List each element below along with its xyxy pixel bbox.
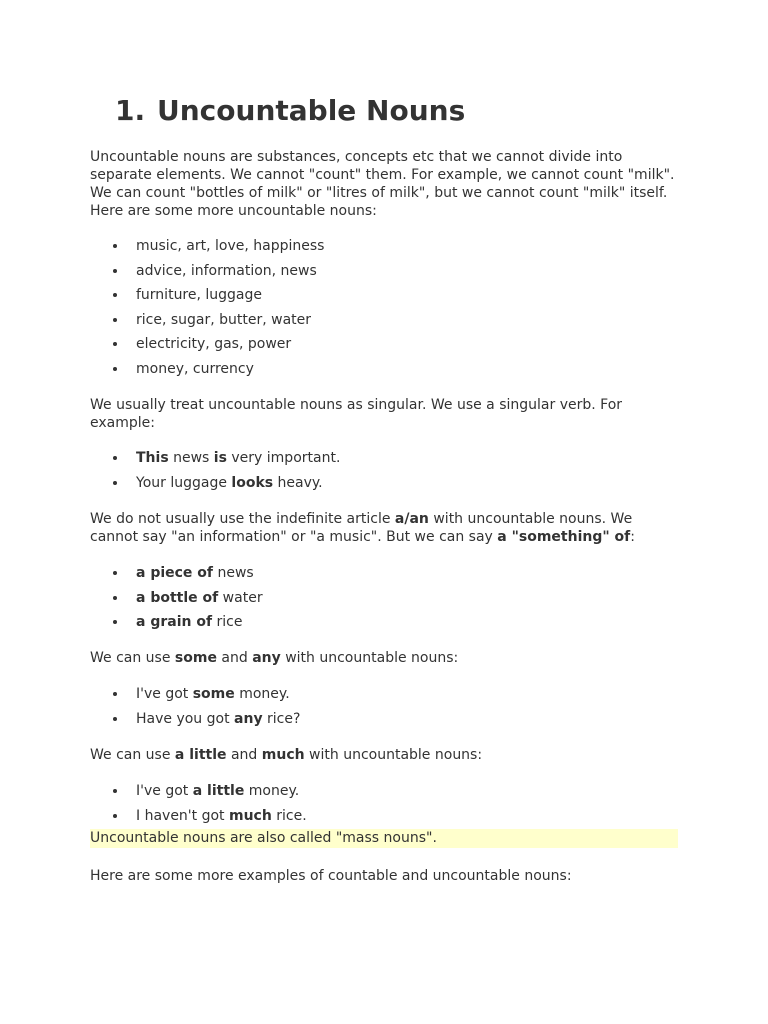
list-item: This news is very important. xyxy=(110,449,340,474)
singular-examples-list xyxy=(110,449,340,498)
heading-title: Uncountable Nouns xyxy=(157,94,466,127)
bold-word: a bottle of xyxy=(136,589,219,606)
bold-word: a little xyxy=(192,783,245,799)
bold-word: a/an xyxy=(394,511,429,527)
list-item: I've got some money. xyxy=(110,685,300,710)
bold-word: This xyxy=(136,450,169,466)
page-title xyxy=(115,93,465,129)
closing-paragraph: Here are some more examples of countable and uncountable nouns: xyxy=(90,868,572,884)
bold-word: a grain of xyxy=(136,614,213,630)
mass-nouns-note: Uncountable nouns are also called "mass nouns". xyxy=(90,829,678,848)
bold-word: much xyxy=(228,807,272,824)
bold-word: a little xyxy=(174,747,227,763)
some-any-list xyxy=(110,685,300,734)
list-item: a grain of rice xyxy=(110,613,263,638)
little-much-list xyxy=(110,782,307,831)
list-item: rice, sugar, butter, water xyxy=(110,311,324,336)
bold-word: some xyxy=(192,686,235,702)
bold-word: a "something" of xyxy=(497,529,631,545)
bold-word: any xyxy=(234,710,263,727)
uncountable-examples-list xyxy=(110,237,324,384)
list-item: electricity, gas, power xyxy=(110,335,324,360)
list-item: I've got a little money. xyxy=(110,782,307,807)
list-item: a piece of news xyxy=(110,564,263,589)
bold-word: much xyxy=(261,747,305,763)
some-any-paragraph: We can use some and any with uncountable nouns: xyxy=(90,650,459,666)
intro-paragraph: Uncountable nouns are substances, concepts etc that we cannot divide into separate elements. We cannot "count" them. For example, we cannot count "milk". We can count "bottles of milk" or "litres of milk", but we cannot count "milk" itself. Here are some more uncountable nouns: xyxy=(90,149,675,219)
list-item: music, art, love, happiness xyxy=(110,237,324,262)
little-much-paragraph: We can use a little and much with uncountable nouns: xyxy=(90,747,483,763)
bold-word: looks xyxy=(231,474,274,491)
bold-word: is xyxy=(213,450,227,466)
list-item: a bottle of water xyxy=(110,589,263,614)
something-of-list xyxy=(110,564,263,638)
list-item: money, currency xyxy=(110,360,324,385)
list-item: Your luggage looks heavy. xyxy=(110,474,340,499)
list-item: advice, information, news xyxy=(110,262,324,287)
article-paragraph: We do not usually use the indefinite article a/an with uncountable nouns. We cannot say "an information" or "a music". But we can say a "something" of: xyxy=(90,511,635,545)
list-item: furniture, luggage xyxy=(110,286,324,311)
singular-paragraph: We usually treat uncountable nouns as singular. We use a singular verb. For example: xyxy=(90,397,623,431)
list-item: I haven't got much rice. xyxy=(110,807,307,832)
list-item: Have you got any rice? xyxy=(110,710,300,735)
bold-word: some xyxy=(174,650,217,666)
heading-number: 1. xyxy=(115,94,146,127)
bold-word: any xyxy=(252,650,281,666)
bold-word: a piece of xyxy=(136,565,214,581)
